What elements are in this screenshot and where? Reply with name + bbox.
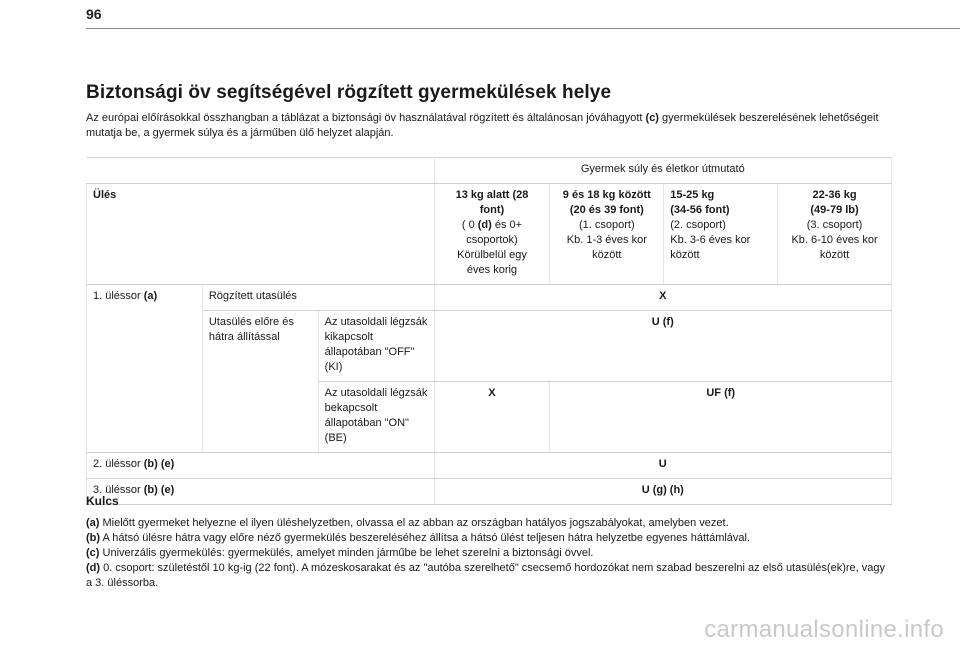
seat-column-header: Ülés [87,184,435,285]
group-0-name-start: ( 0 [461,219,478,231]
key-item-a-label: (a) [86,517,100,529]
group-0-weight-imperial: font) [479,204,505,216]
group-0-age: Körülbelül egy [457,249,527,261]
intro-ref-c: (c) [645,112,659,124]
row2-seat-label [87,453,435,479]
airbag-on-value-group0: X [434,382,550,453]
header-blank-cell [87,158,435,184]
airbag-on-label: Az utasoldali légzsák bekapcsolt állapotában "ON" (BE) [318,382,434,453]
intro-paragraph [86,111,886,141]
table-row-third-row [87,479,892,505]
key-item-c [86,546,886,561]
table-row-second-row [87,453,892,479]
group-1-name: (1. csoport) [579,219,635,231]
fixed-seat-value: X [434,285,891,311]
watermark: carmanualsonline.info [704,616,944,643]
group-0-name [441,218,544,233]
group-1-weight: 9 és 18 kg között [562,189,651,201]
group-header-1 [550,184,664,285]
row1-seat-text: 1. üléssor [93,290,144,302]
table-row-airbag-off [87,311,892,382]
group-3-weight: 22-36 kg [812,189,857,201]
group-2-weight-imperial: (34-56 font) [670,204,730,216]
key-item-b [86,531,886,546]
guide-header: Gyermek súly és életkor útmutató [434,158,891,184]
airbag-off-label: Az utasoldali légzsák kikapcsolt állapotában "OFF" (KI) [318,311,434,382]
key-item-c-label: (c) [86,547,100,559]
page-number: 96 [86,6,102,22]
group-1-age: Kb. 1-3 éves kor [566,234,647,246]
key-item-b-label: (b) [86,532,101,544]
child-seat-table [86,157,892,505]
row2-seat-text: 2. üléssor [93,458,144,470]
group-3-name: (3. csoport) [806,219,863,231]
group-1-weight-imperial: (20 és 39 font) [569,204,644,216]
key-item-b-text: A hátsó ülésre hátra vagy előre néző gyermekülés beszereléséhez állítsa a hátsó ülést teljesen hátra helyzetbe egyenes háttámlával. [100,532,751,544]
intro-text-before: Az európai előírásokkal összhangban a táblázat a biztonsági öv használatával rögzített és általánosan jóváhagyott [86,112,646,124]
group-3-age: Kb. 6-10 éves kor [791,234,878,246]
row3-value: U (g) (h) [434,479,891,505]
intro-text-after: gyermekülések beszerelésének lehetőségeit mutatja be, a gyermek súlya és a járműben ülő helyzet alapján. [86,112,879,139]
group-header-0 [434,184,550,285]
group-2-age: Kb. 3-6 éves kor [670,234,751,246]
group-header-3 [778,184,892,285]
group-0-age-cont: éves korig [466,264,518,276]
group-header-2 [664,184,778,285]
row3-seat-label [87,479,435,505]
key-item-d-label: (d) [86,562,101,574]
row2-ref: (b) (e) [143,458,175,470]
row1-ref-a: (a) [143,290,158,302]
group-3-age-cont: között [819,249,850,261]
group-0-name-cont: csoportok) [466,234,518,246]
key-item-d [86,561,886,591]
page-title: Biztonsági öv segítségével rögzített gyermekülések helye [86,82,612,103]
row3-ref: (b) (e) [143,484,175,496]
table-header-row-groups [87,184,892,285]
group-3-weight-imperial: (49-79 lb) [810,204,859,216]
header-rule [86,28,960,29]
airbag-on-value-rest: UF (f) [550,382,892,453]
group-0-ref-d: (d) [477,219,492,231]
key-item-a [86,516,886,531]
table-row-fixed-seat [87,285,892,311]
group-0-name-end: és 0+ [491,219,523,231]
adjustable-seat-label: Utasülés előre és hátra állítással [202,311,318,453]
airbag-off-value: U (f) [434,311,891,382]
group-2-weight: 15-25 kg [670,189,715,201]
key-item-a-text: Mielőtt gyermeket helyezne el ilyen üléshelyzetben, olvassa el az abban az országban hatályos jogszabályokat, amelyben vezet. [99,517,729,529]
fixed-seat-label: Rögzített utasülés [202,285,434,311]
group-2-age-cont: között [670,249,700,261]
group-0-weight: 13 kg alatt (28 [455,189,529,201]
row1-seat-label [87,285,203,453]
key-title: Kulcs [86,494,119,508]
row2-value: U [434,453,891,479]
row3-seat-text: 3. üléssor [93,484,144,496]
group-1-age-cont: között [592,249,622,261]
group-2-name: (2. csoport) [670,219,726,231]
key-item-c-text: Univerzális gyermekülés: gyermekülés, amelyet minden járműbe be lehet szerelni a biztonsági övvel. [99,547,594,559]
table-header-row-guide [87,158,892,184]
key-list [86,516,886,591]
key-item-d-text: 0. csoport: születéstől 10 kg-ig (22 font). A mózeskosarakat és az "autóba szerelhető" csecsemő hordozókat nem szabad beszerelni az első utasülés(ek)re, vagy a 3. üléssorba. [86,562,885,589]
